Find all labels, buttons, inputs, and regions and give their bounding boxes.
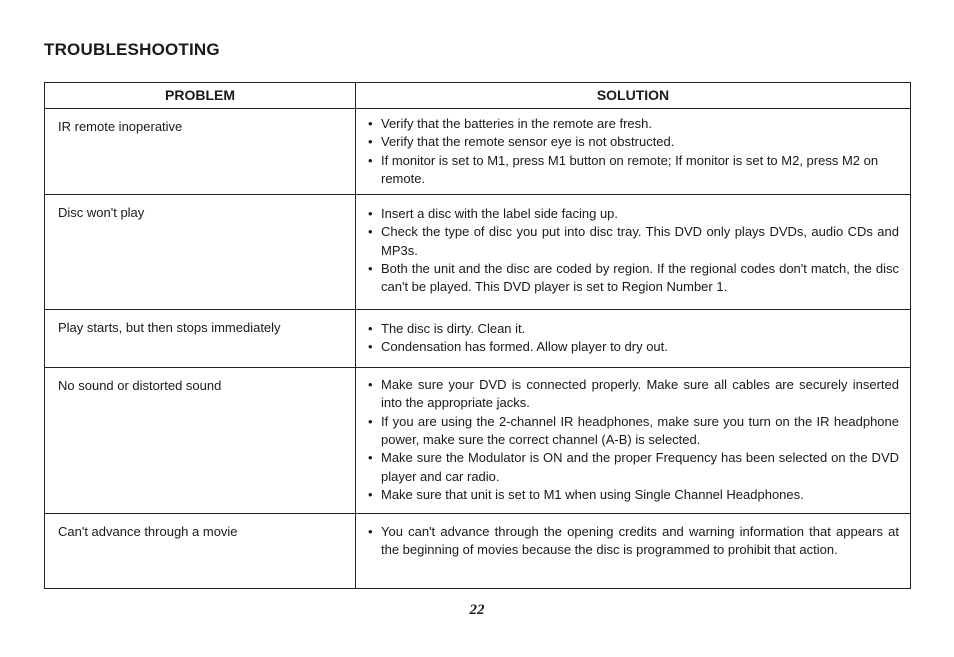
solution-list	[368, 376, 899, 504]
table-row	[45, 368, 911, 514]
solution-item: • Check the type of disc you put into disc tray. This DVD only plays DVDs, audio CDs and MP3s.	[368, 223, 899, 260]
solution-list	[368, 115, 899, 188]
solution-item: • The disc is dirty. Clean it.	[368, 320, 899, 338]
problem-cell: IR remote inoperative	[45, 109, 356, 195]
page-number: 22	[469, 602, 485, 618]
solution-list	[368, 205, 899, 296]
table-row	[45, 195, 911, 310]
table-row	[45, 109, 911, 195]
table-header-row	[45, 83, 911, 109]
solution-cell	[356, 368, 911, 514]
solution-item: • Insert a disc with the label side facing up.	[368, 205, 899, 223]
solution-cell	[356, 310, 911, 368]
solution-item: • Make sure the Modulator is ON and the proper Frequency has been selected on the DVD player and car radio.	[368, 449, 899, 486]
solution-item: • Verify that the batteries in the remote are fresh.	[368, 115, 899, 133]
solution-item: • Make sure your DVD is connected properly. Make sure all cables are securely inserted into the appropriate jacks.	[368, 376, 899, 413]
problem-cell: Play starts, but then stops immediately	[45, 310, 356, 368]
solution-item: • If monitor is set to M1, press M1 button on remote; If monitor is set to M2, press M2 on remote.	[368, 152, 899, 189]
solution-cell	[356, 514, 911, 589]
solution-item: • You can't advance through the opening credits and warning information that appears at the beginning of movies because the disc is programmed to prohibit that action.	[368, 523, 899, 560]
problem-cell: Can't advance through a movie	[45, 514, 356, 589]
table-row	[45, 310, 911, 368]
table-row	[45, 514, 911, 589]
problem-column-header: PROBLEM	[45, 83, 356, 109]
solution-item: • Make sure that unit is set to M1 when using Single Channel Headphones.	[368, 486, 899, 504]
solution-list	[368, 523, 899, 560]
problem-cell: Disc won't play	[45, 195, 356, 310]
solution-cell	[356, 109, 911, 195]
problem-cell: No sound or distorted sound	[45, 368, 356, 514]
solution-item: • Both the unit and the disc are coded by region. If the regional codes don't match, the disc can't be played. This DVD player is set to Region Number 1.	[368, 260, 899, 297]
solution-cell	[356, 195, 911, 310]
solution-item: • Verify that the remote sensor eye is not obstructed.	[368, 133, 899, 151]
solution-list	[368, 320, 899, 357]
troubleshooting-table	[44, 82, 911, 589]
solution-item: • Condensation has formed. Allow player to dry out.	[368, 338, 899, 356]
solution-item: • If you are using the 2-channel IR headphones, make sure you turn on the IR headphone power, make sure the correct channel (A-B) is selected.	[368, 413, 899, 450]
page-title: TROUBLESHOOTING	[44, 40, 220, 59]
solution-column-header: SOLUTION	[356, 83, 911, 109]
